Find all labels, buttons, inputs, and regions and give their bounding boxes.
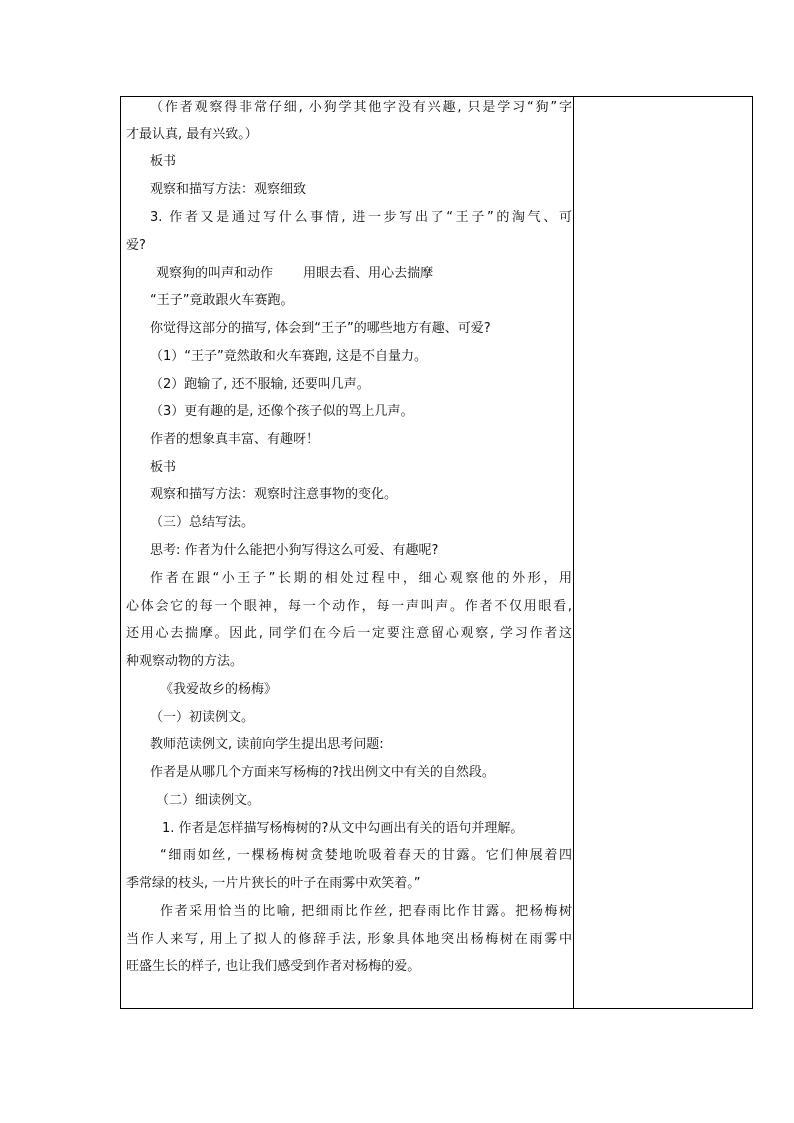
text-line: 观察狗的叫声和动作 用眼去看、用心去揣摩 xyxy=(156,266,434,281)
text-line: 你觉得这部分的描写, 体会到“王子”的哪些地方有趣、可爱? xyxy=(150,321,491,336)
text-line: 作者的想象真丰富、有趣呀！ xyxy=(150,432,320,447)
notes-cell xyxy=(574,97,752,1008)
text-line: 板书 xyxy=(150,154,177,169)
text-line: 种观察动物的方法。 xyxy=(126,654,244,669)
text-line: 板书 xyxy=(150,460,177,475)
text-line: 作者采用恰当的比喻, 把细雨比作丝, 把春雨比作甘露。把杨梅树 xyxy=(160,904,572,919)
text-line: （二）细读例文。 xyxy=(156,793,261,808)
text-line: 思考: 作者为什么能把小狗写得这么可爱、有趣呢? xyxy=(150,543,439,558)
text-line: 作者是从哪几个方面来写杨梅的?找出例文中有关的自然段。 xyxy=(150,765,495,780)
lesson-plan-table xyxy=(120,96,753,1009)
text-line: （1）“王子”竟然敢和火车赛跑, 这是不自量力。 xyxy=(150,349,428,364)
text-line: 还用心去揣摩。因此, 同学们在今后一定要注意留心观察, 学习作者这 xyxy=(126,626,572,641)
text-line: 观察和描写方法：观察细致 xyxy=(150,182,307,197)
lesson-content-cell xyxy=(121,97,573,1008)
text-line: （3）更有趣的是, 还像个孩子似的骂上几声。 xyxy=(150,404,414,419)
text-line: 季常绿的枝头, 一片片狭长的叶子在雨雾中欢笑着。” xyxy=(126,876,421,891)
text-line: 教师范读例文, 读前向学生提出思考问题: xyxy=(150,737,384,752)
text-line: “细雨如丝, 一棵杨梅树贪婪地吮吸着春天的甘露。它们伸展着四 xyxy=(160,848,572,863)
text-line: 3. 作者又是通过写什么事情, 进一步写出了“王子”的淘气、可 xyxy=(150,210,572,225)
text-line: 作者在跟“小王子”长期的相处过程中，细心观察他的外形，用 xyxy=(150,571,572,586)
text-line: （三）总结写法。 xyxy=(150,515,255,530)
text-line: 才最认真, 最有兴致。） xyxy=(126,127,258,142)
text-line: （作者观察得非常仔细, 小狗学其他字没有兴趣, 只是学习“狗”字 xyxy=(150,100,572,115)
text-line: “王子”竟敢跟火车赛跑。 xyxy=(150,293,294,308)
text-line: 《我爱故乡的杨梅》 xyxy=(160,682,278,697)
text-line: 爱? xyxy=(126,238,146,253)
text-line: 心体会它的每一个眼神，每一个动作，每一声叫声。作者不仅用眼看, xyxy=(126,599,572,614)
text-line: 当作人来写, 用上了拟人的修辞手法, 形象具体地突出杨梅树在雨雾中 xyxy=(126,932,572,947)
text-line: （一）初读例文。 xyxy=(150,710,255,725)
text-line: 1. 作者是怎样描写杨梅树的?从文中勾画出有关的语句并理解。 xyxy=(162,821,524,836)
text-line: 旺盛生长的样子, 也让我们感受到作者对杨梅的爱。 xyxy=(126,959,421,974)
text-line: 观察和描写方法：观察时注意事物的变化。 xyxy=(150,487,398,502)
text-line: （2）跑输了, 还不服输, 还要叫几声。 xyxy=(150,377,370,392)
